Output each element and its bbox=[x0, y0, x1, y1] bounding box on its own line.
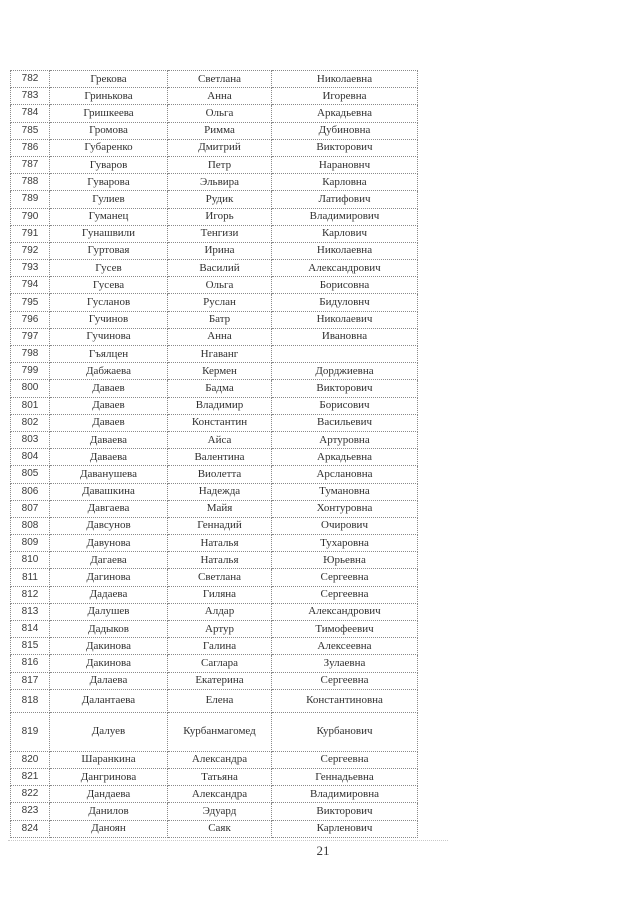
last-name-cell: Далантаева bbox=[50, 689, 168, 712]
last-name-cell: Даноян bbox=[50, 820, 168, 837]
last-name-cell: Давгаева bbox=[50, 500, 168, 517]
patronymic-cell: Тимофеевич bbox=[272, 621, 418, 638]
row-number-cell: 810 bbox=[11, 552, 50, 569]
row-number-cell: 786 bbox=[11, 139, 50, 156]
table-row bbox=[11, 552, 418, 569]
row-number-cell: 796 bbox=[11, 311, 50, 328]
table-row bbox=[11, 517, 418, 534]
page-number: 21 bbox=[316, 843, 330, 858]
table-row bbox=[11, 225, 418, 242]
patronymic-cell: Юрьевна bbox=[272, 552, 418, 569]
last-name-cell: Гусланов bbox=[50, 294, 168, 311]
table-row bbox=[11, 689, 418, 712]
table-row bbox=[11, 569, 418, 586]
table-row bbox=[11, 535, 418, 552]
first-name-cell: Батр bbox=[168, 311, 272, 328]
last-name-cell: Даваева bbox=[50, 449, 168, 466]
patronymic-cell: Александрович bbox=[272, 603, 418, 620]
patronymic-cell: Тумановна bbox=[272, 483, 418, 500]
patronymic-cell: Борисовна bbox=[272, 277, 418, 294]
table-row bbox=[11, 88, 418, 105]
row-number-cell: 801 bbox=[11, 397, 50, 414]
table-row bbox=[11, 466, 418, 483]
first-name-cell: Екатерина bbox=[168, 672, 272, 689]
row-number-cell: 822 bbox=[11, 786, 50, 803]
patronymic-cell: Аркадьевна bbox=[272, 105, 418, 122]
table-row bbox=[11, 414, 418, 431]
last-name-cell: Дагаева bbox=[50, 552, 168, 569]
first-name-cell: Курбанмагомед bbox=[168, 712, 272, 751]
patronymic-cell: Игоревна bbox=[272, 88, 418, 105]
table-row bbox=[11, 397, 418, 414]
patronymic-cell: Очирович bbox=[272, 517, 418, 534]
row-number-cell: 820 bbox=[11, 751, 50, 768]
first-name-cell: Эльвира bbox=[168, 174, 272, 191]
row-number-cell: 824 bbox=[11, 820, 50, 837]
patronymic-cell: Латифович bbox=[272, 191, 418, 208]
table-row bbox=[11, 122, 418, 139]
table-row bbox=[11, 328, 418, 345]
table-row bbox=[11, 139, 418, 156]
row-number-cell: 804 bbox=[11, 449, 50, 466]
first-name-cell: Римма bbox=[168, 122, 272, 139]
last-name-cell: Даваева bbox=[50, 431, 168, 448]
last-name-cell: Гучинов bbox=[50, 311, 168, 328]
patronymic-cell: Константиновна bbox=[272, 689, 418, 712]
table-row bbox=[11, 346, 418, 363]
table-row bbox=[11, 672, 418, 689]
row-number-cell: 808 bbox=[11, 517, 50, 534]
table-row bbox=[11, 500, 418, 517]
patronymic-cell: Николаевна bbox=[272, 242, 418, 259]
first-name-cell: Кермен bbox=[168, 363, 272, 380]
first-name-cell: Владимир bbox=[168, 397, 272, 414]
table-row bbox=[11, 655, 418, 672]
table-row bbox=[11, 156, 418, 173]
row-number-cell: 787 bbox=[11, 156, 50, 173]
first-name-cell: Виолетта bbox=[168, 466, 272, 483]
patronymic-cell: Владимирович bbox=[272, 208, 418, 225]
last-name-cell: Даваев bbox=[50, 414, 168, 431]
last-name-cell: Гуваровa bbox=[50, 174, 168, 191]
last-name-cell: Гринькова bbox=[50, 88, 168, 105]
first-name-cell: Татьяна bbox=[168, 768, 272, 785]
first-name-cell: Александра bbox=[168, 751, 272, 768]
last-name-cell: Шаранкина bbox=[50, 751, 168, 768]
first-name-cell: Айса bbox=[168, 431, 272, 448]
row-number-cell: 821 bbox=[11, 768, 50, 785]
row-number-cell: 794 bbox=[11, 277, 50, 294]
row-number-cell: 814 bbox=[11, 621, 50, 638]
first-name-cell: Валентина bbox=[168, 449, 272, 466]
row-number-cell: 785 bbox=[11, 122, 50, 139]
table-row bbox=[11, 363, 418, 380]
patronymic-cell: Геннадьевна bbox=[272, 768, 418, 785]
row-number-cell: 795 bbox=[11, 294, 50, 311]
table-row bbox=[11, 431, 418, 448]
last-name-cell: Дагинова bbox=[50, 569, 168, 586]
first-name-cell: Руслан bbox=[168, 294, 272, 311]
row-number-cell: 798 bbox=[11, 346, 50, 363]
patronymic-cell: Викторович bbox=[272, 803, 418, 820]
first-name-cell: Нгаванг bbox=[168, 346, 272, 363]
row-number-cell: 783 bbox=[11, 88, 50, 105]
last-name-cell: Гуваров bbox=[50, 156, 168, 173]
row-number-cell: 812 bbox=[11, 586, 50, 603]
patronymic-cell: Александрович bbox=[272, 260, 418, 277]
table-row bbox=[11, 751, 418, 768]
patronymic-cell: Викторович bbox=[272, 139, 418, 156]
last-name-cell: Дакинова bbox=[50, 655, 168, 672]
last-name-cell: Гъялцен bbox=[50, 346, 168, 363]
name-list-sheet bbox=[10, 70, 417, 838]
first-name-cell: Галина bbox=[168, 638, 272, 655]
last-name-cell: Гусев bbox=[50, 260, 168, 277]
patronymic-cell: Хонтуровна bbox=[272, 500, 418, 517]
last-name-cell: Гуманец bbox=[50, 208, 168, 225]
row-number-cell: 811 bbox=[11, 569, 50, 586]
patronymic-cell: Николаевна bbox=[272, 71, 418, 88]
row-number-cell: 823 bbox=[11, 803, 50, 820]
first-name-cell: Наталья bbox=[168, 535, 272, 552]
row-number-cell: 813 bbox=[11, 603, 50, 620]
row-number-cell: 782 bbox=[11, 71, 50, 88]
first-name-cell: Дмитрий bbox=[168, 139, 272, 156]
patronymic-cell: Карлович bbox=[272, 225, 418, 242]
first-name-cell: Василий bbox=[168, 260, 272, 277]
first-name-cell: Ольга bbox=[168, 105, 272, 122]
row-number-cell: 817 bbox=[11, 672, 50, 689]
row-number-cell: 788 bbox=[11, 174, 50, 191]
row-number-cell: 784 bbox=[11, 105, 50, 122]
patronymic-cell: Алексеевна bbox=[272, 638, 418, 655]
last-name-cell: Гусева bbox=[50, 277, 168, 294]
row-number-cell: 789 bbox=[11, 191, 50, 208]
table-row bbox=[11, 260, 418, 277]
table-row bbox=[11, 803, 418, 820]
first-name-cell: Светлана bbox=[168, 71, 272, 88]
table-row bbox=[11, 277, 418, 294]
first-name-cell: Эдуард bbox=[168, 803, 272, 820]
first-name-cell: Александра bbox=[168, 786, 272, 803]
table-row bbox=[11, 294, 418, 311]
patronymic-cell: Тухаровна bbox=[272, 535, 418, 552]
patronymic-cell: Сергеевна bbox=[272, 751, 418, 768]
last-name-cell: Даваев bbox=[50, 380, 168, 397]
table-row bbox=[11, 820, 418, 837]
scan-edge-line bbox=[8, 840, 448, 841]
first-name-cell: Игорь bbox=[168, 208, 272, 225]
table-row bbox=[11, 621, 418, 638]
table-row bbox=[11, 449, 418, 466]
last-name-cell: Давунова bbox=[50, 535, 168, 552]
last-name-cell: Даваев bbox=[50, 397, 168, 414]
patronymic-cell: Карленович bbox=[272, 820, 418, 837]
last-name-cell: Гучинова bbox=[50, 328, 168, 345]
patronymic-cell: Николаевич bbox=[272, 311, 418, 328]
row-number-cell: 818 bbox=[11, 689, 50, 712]
table-row bbox=[11, 712, 418, 751]
last-name-cell: Дангринова bbox=[50, 768, 168, 785]
table-row bbox=[11, 311, 418, 328]
patronymic-cell: Сергеевна bbox=[272, 586, 418, 603]
table-row bbox=[11, 191, 418, 208]
last-name-cell: Губаренко bbox=[50, 139, 168, 156]
table-row bbox=[11, 380, 418, 397]
table-row bbox=[11, 603, 418, 620]
table-row bbox=[11, 586, 418, 603]
patronymic-cell: Сергеевна bbox=[272, 672, 418, 689]
patronymic-cell: Карловна bbox=[272, 174, 418, 191]
row-number-cell: 792 bbox=[11, 242, 50, 259]
patronymic-cell: Сергеевна bbox=[272, 569, 418, 586]
row-number-cell: 800 bbox=[11, 380, 50, 397]
last-name-cell: Даванушева bbox=[50, 466, 168, 483]
row-number-cell: 805 bbox=[11, 466, 50, 483]
patronymic-cell: Нарановнч bbox=[272, 156, 418, 173]
first-name-cell: Ирина bbox=[168, 242, 272, 259]
first-name-cell: Геннадий bbox=[168, 517, 272, 534]
patronymic-cell: Викторович bbox=[272, 380, 418, 397]
row-number-cell: 807 bbox=[11, 500, 50, 517]
row-number-cell: 790 bbox=[11, 208, 50, 225]
first-name-cell: Анна bbox=[168, 88, 272, 105]
last-name-cell: Дадаева bbox=[50, 586, 168, 603]
last-name-cell: Грекова bbox=[50, 71, 168, 88]
last-name-cell: Громова bbox=[50, 122, 168, 139]
patronymic-cell bbox=[272, 346, 418, 363]
table-row bbox=[11, 71, 418, 88]
last-name-cell: Давашкина bbox=[50, 483, 168, 500]
name-list-table bbox=[10, 70, 418, 838]
first-name-cell: Петр bbox=[168, 156, 272, 173]
table-row bbox=[11, 174, 418, 191]
first-name-cell: Гиляна bbox=[168, 586, 272, 603]
first-name-cell: Елена bbox=[168, 689, 272, 712]
first-name-cell: Тенгизи bbox=[168, 225, 272, 242]
patronymic-cell: Аркадьевна bbox=[272, 449, 418, 466]
last-name-cell: Далаева bbox=[50, 672, 168, 689]
first-name-cell: Светлана bbox=[168, 569, 272, 586]
row-number-cell: 819 bbox=[11, 712, 50, 751]
first-name-cell: Рудик bbox=[168, 191, 272, 208]
first-name-cell: Саглара bbox=[168, 655, 272, 672]
last-name-cell: Дабжаева bbox=[50, 363, 168, 380]
first-name-cell: Саяк bbox=[168, 820, 272, 837]
last-name-cell: Гуртовая bbox=[50, 242, 168, 259]
table-row bbox=[11, 786, 418, 803]
first-name-cell: Константин bbox=[168, 414, 272, 431]
patronymic-cell: Артуровна bbox=[272, 431, 418, 448]
table-row bbox=[11, 768, 418, 785]
last-name-cell: Дадыков bbox=[50, 621, 168, 638]
row-number-cell: 797 bbox=[11, 328, 50, 345]
row-number-cell: 806 bbox=[11, 483, 50, 500]
first-name-cell: Артур bbox=[168, 621, 272, 638]
last-name-cell: Гунашвили bbox=[50, 225, 168, 242]
patronymic-cell: Курбанович bbox=[272, 712, 418, 751]
table-row bbox=[11, 208, 418, 225]
row-number-cell: 791 bbox=[11, 225, 50, 242]
patronymic-cell: Арслановна bbox=[272, 466, 418, 483]
patronymic-cell: Зулаевна bbox=[272, 655, 418, 672]
last-name-cell: Давсунов bbox=[50, 517, 168, 534]
row-number-cell: 815 bbox=[11, 638, 50, 655]
first-name-cell: Майя bbox=[168, 500, 272, 517]
row-number-cell: 799 bbox=[11, 363, 50, 380]
last-name-cell: Данилов bbox=[50, 803, 168, 820]
last-name-cell: Дандаева bbox=[50, 786, 168, 803]
row-number-cell: 802 bbox=[11, 414, 50, 431]
patronymic-cell: Бидуловнч bbox=[272, 294, 418, 311]
row-number-cell: 809 bbox=[11, 535, 50, 552]
row-number-cell: 793 bbox=[11, 260, 50, 277]
patronymic-cell: Дубиновна bbox=[272, 122, 418, 139]
table-row bbox=[11, 242, 418, 259]
patronymic-cell: Дорджиевна bbox=[272, 363, 418, 380]
name-list-body bbox=[11, 71, 418, 838]
first-name-cell: Алдар bbox=[168, 603, 272, 620]
last-name-cell: Гришкеева bbox=[50, 105, 168, 122]
row-number-cell: 816 bbox=[11, 655, 50, 672]
last-name-cell: Дакинова bbox=[50, 638, 168, 655]
first-name-cell: Наталья bbox=[168, 552, 272, 569]
table-row bbox=[11, 638, 418, 655]
first-name-cell: Анна bbox=[168, 328, 272, 345]
table-row bbox=[11, 483, 418, 500]
first-name-cell: Бадма bbox=[168, 380, 272, 397]
row-number-cell: 803 bbox=[11, 431, 50, 448]
last-name-cell: Далушев bbox=[50, 603, 168, 620]
patronymic-cell: Владимировна bbox=[272, 786, 418, 803]
patronymic-cell: Васильевич bbox=[272, 414, 418, 431]
last-name-cell: Гулиев bbox=[50, 191, 168, 208]
first-name-cell: Ольга bbox=[168, 277, 272, 294]
patronymic-cell: Борисович bbox=[272, 397, 418, 414]
table-row bbox=[11, 105, 418, 122]
last-name-cell: Далуев bbox=[50, 712, 168, 751]
patronymic-cell: Ивановна bbox=[272, 328, 418, 345]
first-name-cell: Надежда bbox=[168, 483, 272, 500]
